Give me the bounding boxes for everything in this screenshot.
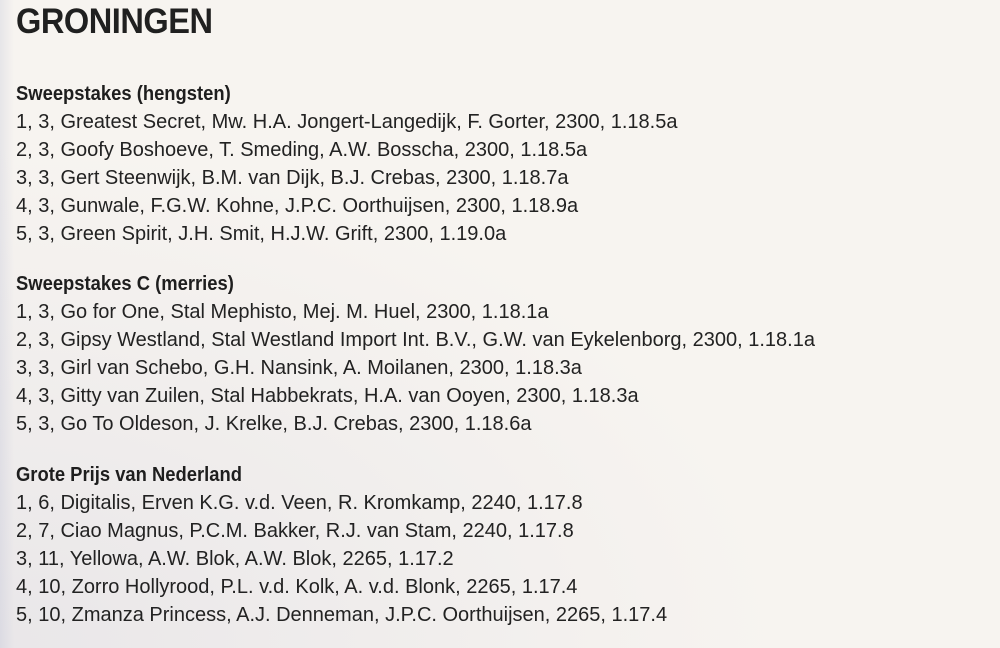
results-list bbox=[16, 298, 815, 438]
result-entry: 4, 10, Zorro Hollyrood, P.L. v.d. Kolk, A. v.d. Blonk, 2265, 1.17.4 bbox=[16, 576, 578, 598]
result-entry: 5, 3, Green Spirit, J.H. Smit, H.J.W. Grift, 2300, 1.19.0a bbox=[16, 223, 507, 245]
section-grote-prijs bbox=[16, 461, 667, 629]
result-entry: 1, 3, Go for One, Stal Mephisto, Mej. M. Huel, 2300, 1.18.1a bbox=[16, 301, 549, 323]
section-heading: Sweepstakes C (merries) bbox=[16, 273, 234, 295]
result-entry: 2, 3, Goofy Boshoeve, T. Smeding, A.W. Bosscha, 2300, 1.18.5a bbox=[16, 139, 588, 161]
result-entry: 5, 10, Zmanza Princess, A.J. Denneman, J.P.C. Oorthuijsen, 2265, 1.17.4 bbox=[16, 604, 668, 626]
result-entry: 2, 3, Gipsy Westland, Stal Westland Import Int. B.V., G.W. van Eykelenborg, 2300, 1.18.1a bbox=[16, 329, 815, 351]
section-sweepstakes-hengsten bbox=[16, 80, 677, 248]
result-entry: 4, 3, Gitty van Zuilen, Stal Habbekrats, H.A. van Ooyen, 2300, 1.18.3a bbox=[16, 385, 639, 407]
result-entry: 3, 11, Yellowa, A.W. Blok, A.W. Blok, 2265, 1.17.2 bbox=[16, 548, 454, 570]
result-entry: 3, 3, Girl van Schebo, G.H. Nansink, A. Moilanen, 2300, 1.18.3a bbox=[16, 357, 582, 379]
result-entry: 4, 3, Gunwale, F.G.W. Kohne, J.P.C. Oorthuijsen, 2300, 1.18.9a bbox=[16, 195, 579, 217]
section-heading: Sweepstakes (hengsten) bbox=[16, 83, 231, 105]
page-title: GRONINGEN bbox=[16, 2, 213, 41]
results-list bbox=[16, 108, 677, 248]
result-entry: 2, 7, Ciao Magnus, P.C.M. Bakker, R.J. van Stam, 2240, 1.17.8 bbox=[16, 520, 574, 542]
result-entry: 3, 3, Gert Steenwijk, B.M. van Dijk, B.J. Crebas, 2300, 1.18.7a bbox=[16, 167, 569, 189]
section-sweepstakes-merries bbox=[16, 270, 815, 438]
results-list bbox=[16, 489, 667, 629]
section-heading: Grote Prijs van Nederland bbox=[16, 464, 242, 486]
result-entry: 1, 3, Greatest Secret, Mw. H.A. Jongert-Langedijk, F. Gorter, 2300, 1.18.5a bbox=[16, 111, 678, 133]
result-entry: 5, 3, Go To Oldeson, J. Krelke, B.J. Crebas, 2300, 1.18.6a bbox=[16, 413, 532, 435]
result-entry: 1, 6, Digitalis, Erven K.G. v.d. Veen, R. Kromkamp, 2240, 1.17.8 bbox=[16, 492, 583, 514]
